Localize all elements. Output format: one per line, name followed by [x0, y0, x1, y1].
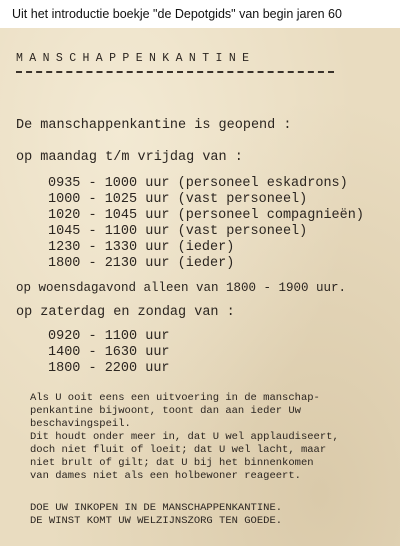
typewritten-document: [0, 28, 400, 546]
weekdays-heading: op maandag t/m vrijdag van :: [16, 150, 243, 165]
notice-line: Als U ooit eens een uitvoering in de manschap-: [30, 392, 320, 404]
title-underline: [16, 71, 334, 73]
weekday-hours-line: 0935 - 1000 uur (personeel eskadrons): [48, 176, 348, 191]
weekday-hours-line: 1045 - 1100 uur (vast personeel): [48, 224, 308, 239]
notice-line: beschavingspeil.: [30, 418, 131, 430]
weekday-hours-line: 1800 - 2130 uur (ieder): [48, 256, 235, 271]
weekend-heading: op zaterdag en zondag van :: [16, 305, 235, 320]
notice-line: penkantine bijwoont, toont dan aan ieder Uw: [30, 405, 301, 417]
weekday-hours-line: 1000 - 1025 uur (vast personeel): [48, 192, 308, 207]
weekend-hours-line: 1800 - 2200 uur: [48, 361, 170, 376]
document-title: MANSCHAPPENKANTINE: [16, 52, 256, 65]
notice-line: niet brult of gilt; dat U bij het binnenkomen: [30, 457, 314, 469]
closing-line: DE WINST KOMT UW WELZIJNSZORG TEN GOEDE.: [30, 515, 283, 527]
wednesday-line: op woensdagavond alleen van 1800 - 1900 uur.: [16, 281, 347, 295]
image-caption: Uit het introductie boekje "de Depotgids" van begin jaren 60: [12, 7, 342, 21]
weekend-hours-line: 0920 - 1100 uur: [48, 329, 170, 344]
notice-line: van dames niet als een holbewoner reageert.: [30, 470, 301, 482]
notice-line: Dit houdt onder meer in, dat U wel applaudiseert,: [30, 431, 339, 443]
intro-line: De manschappenkantine is geopend :: [16, 118, 292, 133]
weekday-hours-line: 1230 - 1330 uur (ieder): [48, 240, 235, 255]
weekend-hours-line: 1400 - 1630 uur: [48, 345, 170, 360]
notice-line: doch niet fluit of loeit; dat U wel lacht, maar: [30, 444, 327, 456]
closing-line: DOE UW INKOPEN IN DE MANSCHAPPENKANTINE.: [30, 502, 283, 514]
weekday-hours-line: 1020 - 1045 uur (personeel compagnieën): [48, 208, 364, 223]
